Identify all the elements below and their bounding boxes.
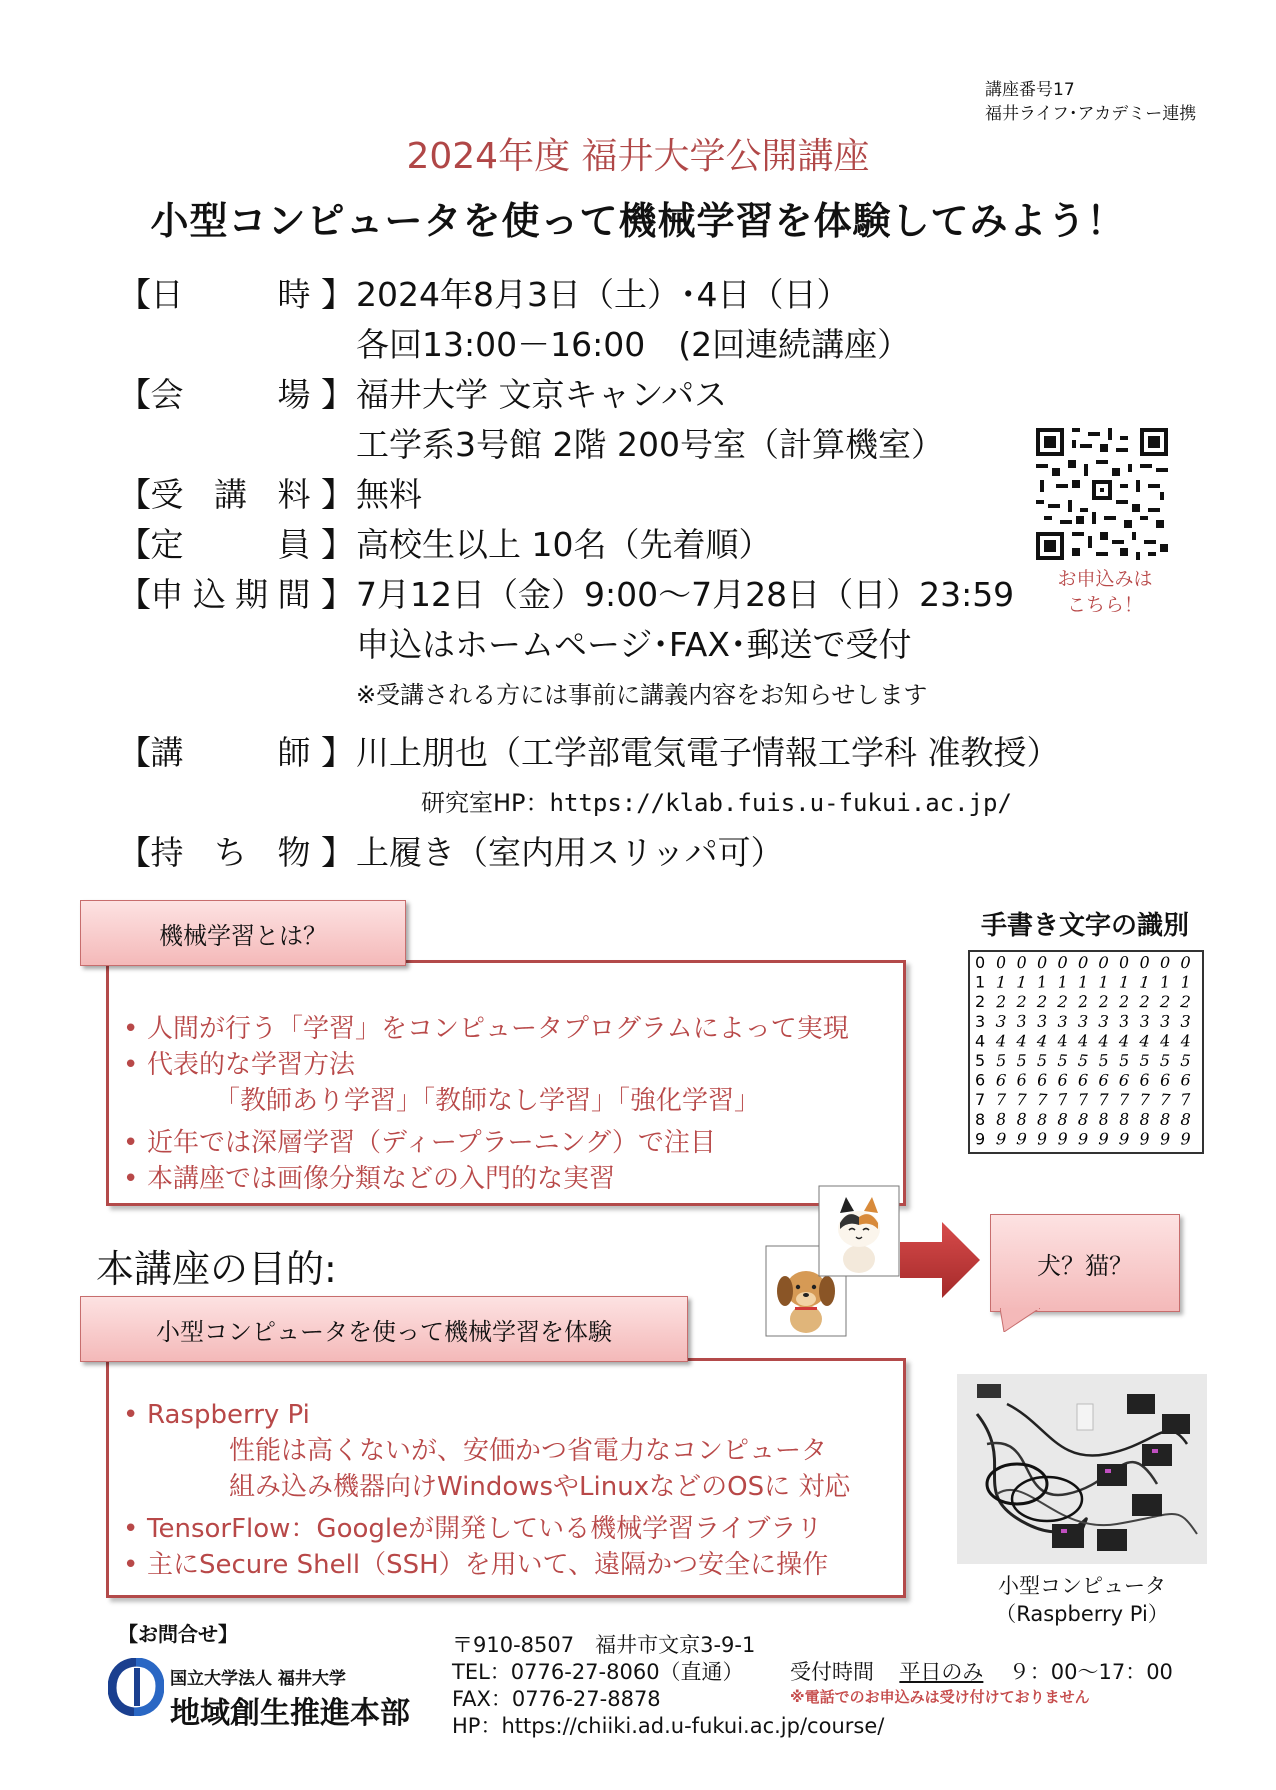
handwritten-digit: 6 <box>1180 1070 1191 1090</box>
datetime-line1: 2024年8月3日（土）･4日（日） <box>356 275 850 314</box>
handwritten-digit: 3 <box>1159 1011 1171 1031</box>
fax-number: FAX：0776-27-8878 <box>452 1687 661 1711</box>
handwritten-digit: 3 <box>1077 1011 1089 1032</box>
purpose-bullet-list <box>109 1397 903 1583</box>
handwritten-digit: 3 <box>995 1011 1007 1032</box>
digit-row-label: 2 <box>975 992 986 1012</box>
postal-address: 〒910-8507 福井市文京3-9-1 <box>452 1633 756 1657</box>
ml-bullet-list <box>109 1011 903 1197</box>
qr-caption-line2: こちら！ <box>1066 594 1143 616</box>
handwritten-digit: 2 <box>1159 992 1171 1012</box>
handwritten-digit: 9 <box>1015 1129 1028 1149</box>
handwritten-digit: 9 <box>1078 1129 1089 1149</box>
handwritten-digit: 4 <box>1036 1031 1048 1051</box>
handwritten-digit: 3 <box>1139 1011 1151 1031</box>
venue-line2: 工学系3号館 2階 200号室（計算機室） <box>356 425 944 464</box>
handwritten-digit: 5 <box>1077 1050 1089 1071</box>
ml-tab: 機械学習とは？ <box>80 900 406 966</box>
photo-caption-line1: 小型コンピュータ <box>998 1574 1166 1598</box>
period-row: 【 申込期間 】 7月12日（金）9:00～7月28日（日）23:59 申込はホームページ･FAX･郵送で受付 ※受講される方には事前に講義内容をお知らせします <box>118 570 1078 720</box>
lecturer-value: 川上朋也（工学部電気電子情報工学科 准教授） <box>356 733 1060 772</box>
belongings-label: 持 ち 物 <box>150 833 311 872</box>
handwritten-digit: 2 <box>1179 991 1192 1012</box>
handwritten-digit: 3 <box>1180 1011 1191 1031</box>
org-name: 地域創生推進本部 <box>170 1696 410 1731</box>
handwritten-digit: 7 <box>1077 1089 1089 1110</box>
fee-row: 【 受 講 料 】 無料 <box>118 470 1078 520</box>
datetime-row: 【 日 時 】 2024年8月3日（土）･4日（日） 各回13:00－16:00 (2回連続講座） <box>118 270 1078 370</box>
handwritten-digit: 3 <box>1057 1011 1068 1031</box>
qr-caption <box>1030 566 1180 618</box>
handwritten-digit: 5 <box>1016 1050 1027 1071</box>
bubble-tail-icon <box>1000 1308 1040 1332</box>
lab-homepage-label: 研究室HP： <box>421 789 550 817</box>
handwritten-digit: 9 <box>1098 1129 1109 1149</box>
speech-bubble: 犬？猫？ <box>990 1214 1180 1312</box>
handwritten-digit: 7 <box>1036 1089 1048 1110</box>
list-item: 組み込み機器向けWindowsやLinuxなどのOSに 対応 <box>229 1472 851 1502</box>
handwritten-digit: 1 <box>995 972 1007 992</box>
handwritten-digit: 1 <box>1077 972 1089 992</box>
handwritten-digit: 0 <box>1057 952 1068 973</box>
handwritten-digit: 0 <box>1097 952 1110 973</box>
handwritten-digit: 6 <box>1159 1070 1171 1090</box>
handwritten-digit: 2 <box>1016 992 1027 1012</box>
cat-icon <box>818 1185 900 1277</box>
list-item: • 主にSecure Shell（SSH）を用いて、遠隔かつ安全に操作 <box>109 1547 903 1583</box>
period-label: 申込期間 <box>150 575 311 614</box>
handwritten-digit: 0 <box>1139 952 1151 973</box>
hours-time: ９：00～17：00 <box>1008 1660 1173 1684</box>
lecturer-row: 【 講 師 】 川上朋也（工学部電気電子情報工学科 准教授） 研究室HP：https://klab.fuis.u-fukui.ac.jp/ <box>118 728 1078 828</box>
digit-row-label: 8 <box>975 1109 986 1129</box>
handwritten-digit: 4 <box>1118 1031 1130 1051</box>
handwritten-digit: 3 <box>1015 1011 1028 1032</box>
digit-row-label: 6 <box>975 1070 986 1090</box>
contact-heading: 【お問合せ】 <box>118 1622 238 1646</box>
handwritten-digit: 8 <box>1159 1109 1171 1129</box>
handwritten-digit: 3 <box>1097 1011 1110 1032</box>
purpose-tab: 小型コンピュータを使って機械学習を体験 <box>80 1296 688 1362</box>
datetime-line2: 各回13:00－16:00 (2回連続講座） <box>356 325 911 364</box>
period-note: ※受講される方には事前に講義内容をお知らせします <box>356 681 928 709</box>
handwritten-digit: 0 <box>1036 952 1048 973</box>
handwritten-digit: 2 <box>1118 992 1130 1012</box>
list-item: 「教師あり学習」「教師なし学習」「強化学習」 <box>214 1086 761 1116</box>
fee-label: 受 講 料 <box>150 475 311 514</box>
handwritten-digit: 5 <box>1118 1050 1130 1071</box>
handwritten-digit: 8 <box>1057 1109 1068 1130</box>
handwritten-digit: 9 <box>1057 1129 1069 1149</box>
handwritten-digits-image <box>970 952 1202 1152</box>
org-small-label: 国立大学法人 福井大学 <box>170 1669 346 1689</box>
handwritten-digit: 2 <box>1139 992 1150 1012</box>
list-item: • 人間が行う「学習」をコンピュータプログラムによって実現 <box>109 1011 903 1047</box>
handwritten-digit: 8 <box>1037 1109 1048 1129</box>
handwritten-digit: 5 <box>1056 1050 1069 1071</box>
list-item: • TensorFlow：Googleが開発している機械学習ライブラリ <box>109 1511 903 1547</box>
handwritten-digit: 4 <box>1159 1030 1172 1051</box>
hours-label: 受付時間 <box>790 1660 874 1684</box>
handwritten-digit: 6 <box>1015 1070 1028 1090</box>
handwritten-digit: 4 <box>1138 1031 1151 1051</box>
handwritten-digit: 1 <box>1138 972 1151 993</box>
handwritten-digit: 5 <box>1036 1050 1048 1071</box>
handwritten-digit: 8 <box>1097 1109 1110 1130</box>
period-line2: 申込はホームページ･FAX･郵送で受付 <box>356 625 912 664</box>
handwritten-digit: 0 <box>1180 952 1191 973</box>
period-line1: 7月12日（金）9:00～7月28日（日）23:59 <box>356 575 1015 614</box>
handwritten-digit: 5 <box>1179 1050 1192 1071</box>
phone-warning: ※電話でのお申込みは受け付けておりません <box>790 1688 1090 1706</box>
handwritten-digit: 0 <box>1016 952 1028 973</box>
handwritten-digit: 9 <box>1159 1129 1171 1149</box>
course-number-block <box>985 78 1276 126</box>
digit-row-label: 0 <box>975 953 986 972</box>
digit-row-label: 4 <box>975 1031 986 1051</box>
handwritten-digit: 0 <box>1118 952 1130 973</box>
handwritten-digit: 1 <box>1057 972 1069 992</box>
venue-row: 【 会 場 】 福井大学 文京キャンパス 工学系3号館 2階 200号室（計算機室） <box>118 370 1078 470</box>
handwritten-digit: 4 <box>1015 1031 1028 1051</box>
handwritten-digit: 5 <box>1097 1050 1110 1071</box>
handwritten-digit: 1 <box>1159 972 1171 992</box>
phone-number: TEL：0776-27-8060（直通） <box>452 1660 744 1684</box>
ml-box <box>106 960 906 1206</box>
arrow-right-icon <box>900 1222 980 1298</box>
partner-label: 福井ライフ･アカデミー連携 <box>985 104 1197 124</box>
handwritten-digit: 6 <box>1097 1070 1110 1090</box>
lecturer-label: 講 師 <box>150 733 311 772</box>
belongings-value: 上履き（室内用スリッパ可） <box>356 833 784 872</box>
raspberry-pi-photo <box>957 1374 1207 1564</box>
list-item: • Raspberry Pi <box>109 1397 903 1433</box>
handwritten-digit: 1 <box>1098 972 1109 992</box>
handwritten-digit: 7 <box>1056 1089 1069 1110</box>
handwritten-digit: 3 <box>1118 1011 1131 1032</box>
university-logo-icon <box>108 1658 164 1716</box>
photo-caption <box>957 1572 1207 1628</box>
handwritten-digit: 8 <box>1118 1109 1130 1129</box>
handwritten-digit: 1 <box>1036 972 1049 992</box>
handwritten-digit: 9 <box>1138 1128 1151 1149</box>
handwritten-digit: 4 <box>1180 1031 1192 1051</box>
handwritten-digit: 1 <box>1118 972 1130 992</box>
handwritten-digit: 4 <box>1098 1031 1109 1051</box>
handwritten-digit: 9 <box>1036 1128 1048 1149</box>
digit-row-label: 1 <box>975 972 986 992</box>
handwritten-digit: 2 <box>1098 991 1110 1012</box>
handwritten-digit: 8 <box>1179 1109 1192 1130</box>
venue-line1: 福井大学 文京キャンパス <box>356 375 728 414</box>
handwritten-digit: 8 <box>995 1109 1007 1130</box>
list-item: • 近年では深層学習（ディープラーニング）で注目 <box>109 1125 903 1161</box>
mnist-grid <box>968 950 1204 1154</box>
handwritten-digit: 2 <box>1056 991 1069 1012</box>
contact-homepage-link[interactable]: HP：https://chiiki.ad.u-fukui.ac.jp/course/ <box>452 1714 885 1738</box>
lab-homepage <box>356 778 1078 828</box>
handwritten-digit: 8 <box>1139 1109 1150 1129</box>
handwritten-digit: 6 <box>1057 1070 1068 1090</box>
qr-code-icon[interactable] <box>1036 428 1168 560</box>
capacity-value: 高校生以上 10名（先着順） <box>356 525 772 564</box>
qr-caption-line1: お申込みは <box>1057 568 1153 590</box>
handwritten-digit: 0 <box>995 952 1008 973</box>
year-title: 2024年度 福井大学公開講座 <box>406 136 870 177</box>
handwritten-digit: 1 <box>1180 972 1192 992</box>
digit-row-label: 3 <box>975 1011 986 1031</box>
belongings-row: 【 持 ち 物 】 上履き（室内用スリッパ可） <box>118 828 1078 878</box>
datetime-label: 日 時 <box>150 275 311 314</box>
photo-caption-line2: （Raspberry Pi） <box>995 1602 1169 1626</box>
main-title: 小型コンピュータを使って機械学習を体験してみよう！ <box>150 199 1126 243</box>
handwritten-digit: 9 <box>1118 1129 1130 1149</box>
handwritten-digit: 2 <box>1077 991 1090 1012</box>
list-item: • 代表的な学習方法 <box>109 1047 903 1083</box>
handwritten-digit: 9 <box>995 1129 1007 1149</box>
handwritten-digit: 6 <box>1077 1070 1089 1090</box>
handwritten-digit: 7 <box>1118 1090 1130 1110</box>
handwritten-digit: 3 <box>1036 1011 1048 1031</box>
handwritten-digit: 8 <box>1016 1109 1028 1129</box>
handwritten-digit: 0 <box>1160 953 1171 972</box>
digit-row-label: 5 <box>975 1051 986 1070</box>
digit-row-label: 9 <box>975 1129 986 1149</box>
handwritten-digit: 6 <box>1138 1070 1151 1090</box>
list-item: • 本講座では画像分類などの入門的な実習 <box>109 1161 903 1197</box>
handwritten-digit: 4 <box>1077 1031 1089 1051</box>
handwritten-digit: 5 <box>1159 1050 1171 1071</box>
handwritten-digit: 4 <box>995 1031 1007 1051</box>
handwritten-digit: 5 <box>995 1050 1007 1071</box>
capacity-row: 【 定 員 】 高校生以上 10名（先着順） <box>118 520 1078 570</box>
handwritten-digit: 9 <box>1180 1129 1191 1149</box>
handwritten-digit: 2 <box>1036 992 1048 1012</box>
digit-row-label: 7 <box>975 1090 986 1110</box>
purpose-heading: 本講座の目的: <box>96 1247 337 1291</box>
handwritten-digit: 7 <box>1179 1089 1192 1110</box>
handwritten-digit: 7 <box>996 1090 1007 1110</box>
handwritten-digit: 7 <box>1098 1090 1109 1110</box>
capacity-label: 定 員 <box>150 525 311 564</box>
reception-hours <box>790 1659 1173 1686</box>
list-item: 性能は高くないが、安価かつ省電力なコンピュータ <box>229 1436 828 1466</box>
info-table <box>118 270 1078 878</box>
handwritten-digit: 1 <box>1015 972 1028 993</box>
handwritten-digit: 0 <box>1077 952 1089 973</box>
handwritten-digit: 7 <box>1159 1089 1171 1110</box>
mnist-title: 手書き文字の識別 <box>980 911 1189 941</box>
course-number: 講座番号17 <box>985 80 1075 100</box>
handwritten-digit: 4 <box>1056 1030 1069 1051</box>
handwritten-digit: 6 <box>1118 1070 1130 1091</box>
handwritten-digit: 7 <box>1016 1090 1027 1110</box>
handwritten-digit: 2 <box>995 991 1007 1012</box>
purpose-box <box>106 1358 906 1598</box>
handwritten-digit: 5 <box>1139 1051 1150 1070</box>
fee-value: 無料 <box>356 475 422 514</box>
hours-days: 平日のみ <box>899 1660 984 1684</box>
handwritten-digit: 7 <box>1138 1090 1151 1110</box>
handwritten-digit: 6 <box>995 1070 1007 1091</box>
lab-homepage-link[interactable]: https://klab.fuis.u-fukui.ac.jp/ <box>549 789 1012 817</box>
handwritten-digit: 8 <box>1077 1109 1089 1130</box>
venue-label: 会 場 <box>150 375 311 414</box>
handwritten-digit: 6 <box>1036 1070 1048 1090</box>
